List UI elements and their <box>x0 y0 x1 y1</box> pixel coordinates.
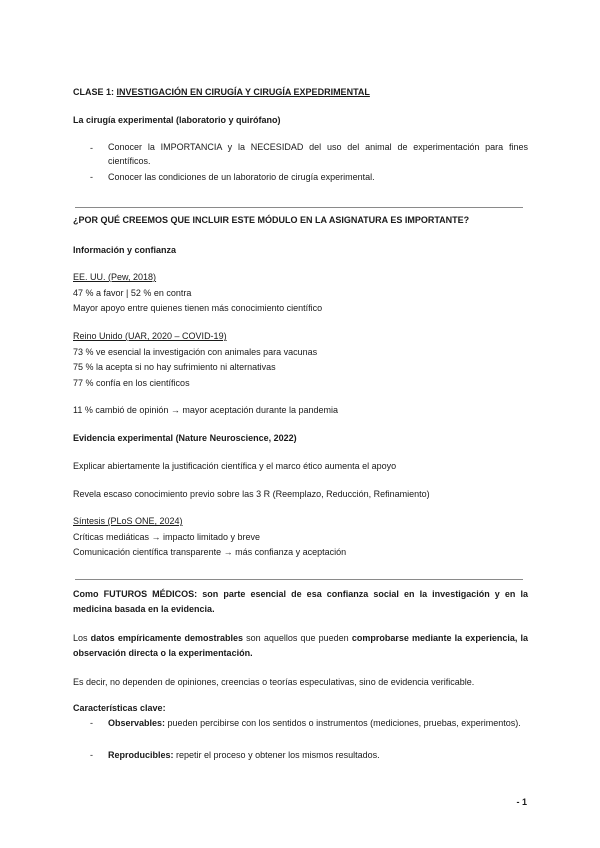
bullet-dash: - <box>90 750 93 760</box>
characteristic-term: Observables: <box>108 718 166 728</box>
datos-text: son aquellos que pueden <box>246 633 349 643</box>
class-label: CLASE 1: <box>73 87 115 97</box>
bullet-dash: - <box>90 718 93 728</box>
datos-bold: comprobarse mediante la experiencia, la observación directa o la experimentación. <box>73 633 528 658</box>
page-number: - 1 <box>516 797 527 807</box>
characteristic-text: pueden percibirse con los sentidos o instrumentos (mediciones, pruebas, experimentos). <box>167 718 521 728</box>
datos-bold: datos empíricamente demostrables <box>90 633 244 643</box>
class-topic: INVESTIGACIÓN EN CIRUGÍA Y CIRUGÍA EXPEDRIMENTAL <box>116 87 370 97</box>
info-heading: Información y confianza <box>73 245 177 255</box>
divider <box>75 207 523 208</box>
uk-change: 11 % cambió de opinión → mayor aceptación durante la pandemia <box>73 405 338 415</box>
bullet-item: Conocer las condiciones de un laboratorio de cirugía experimental. <box>108 172 375 182</box>
evidence-heading <box>73 432 528 445</box>
evidence-line: Explicar abiertamente la justificación científica y el marco ético aumenta el apoyo <box>73 461 397 471</box>
futuros-bold: Como FUTUROS MÉDICOS: <box>73 589 198 599</box>
characteristic-text: repetir el proceso y obtener los mismos resultados. <box>176 750 380 760</box>
synthesis-source: Síntesis (PLoS ONE, 2024) <box>73 516 183 526</box>
question-heading: ¿POR QUÉ CREEMOS QUE INCLUIR ESTE MÓDULO EN LA ASIGNATURA ES IMPORTANTE? <box>73 215 470 225</box>
characteristic-item <box>108 748 528 762</box>
evidence-line: Revela escaso conocimiento previo sobre las 3 R (Reemplazo, Reducción, Refinamiento) <box>73 489 430 499</box>
uk-line: 73 % ve esencial la investigación con animales para vacunas <box>73 347 318 357</box>
section-heading: La cirugía experimental (laboratorio y quirófano) <box>73 115 281 125</box>
usa-line: Mayor apoyo entre quienes tienen más conocimiento científico <box>73 303 323 313</box>
evidence-heading-bold: Evidencia experimental <box>73 433 174 443</box>
es-decir-paragraph: Es decir, no dependen de opiniones, creencias o teorías especulativas, sino de evidencia verificable. <box>73 677 475 687</box>
uk-line: 77 % confía en los científicos <box>73 378 190 388</box>
bullet-dash: - <box>90 143 93 153</box>
synthesis-line: Comunicación científica transparente → más confianza y aceptación <box>73 547 347 557</box>
bullet-item: Conocer la IMPORTANCIA y la NECESIDAD del uso del animal de experimentación para fines científicos. <box>108 142 528 166</box>
evidence-heading-year: 2022 <box>273 433 294 443</box>
futuros-paragraph <box>73 587 528 617</box>
characteristic-term: Reproducibles: <box>108 750 174 760</box>
characteristics-heading: Características clave: <box>73 703 166 713</box>
divider <box>75 579 523 580</box>
characteristic-item <box>108 716 528 731</box>
futuros-text: son parte esencial de esa confianza social en la investigación y en la medicina basada en la evidencia. <box>73 589 528 614</box>
evidence-heading-source: (Nature Neuroscience, <box>175 433 272 443</box>
uk-source: Reino Unido (UAR, 2020 – COVID-19) <box>73 331 227 341</box>
bullet-dash: - <box>90 172 93 182</box>
usa-line: 47 % a favor | 52 % en contra <box>73 288 192 298</box>
synthesis-line: Críticas mediáticas → impacto limitado y breve <box>73 532 261 542</box>
evidence-heading-close: ) <box>293 433 297 443</box>
class-title <box>73 86 528 99</box>
datos-text: Los <box>73 633 88 643</box>
uk-line: 75 % la acepta si no hay sufrimiento ni alternativas <box>73 362 276 372</box>
usa-source: EE. UU. (Pew, 2018) <box>73 272 157 282</box>
datos-paragraph <box>73 631 528 661</box>
